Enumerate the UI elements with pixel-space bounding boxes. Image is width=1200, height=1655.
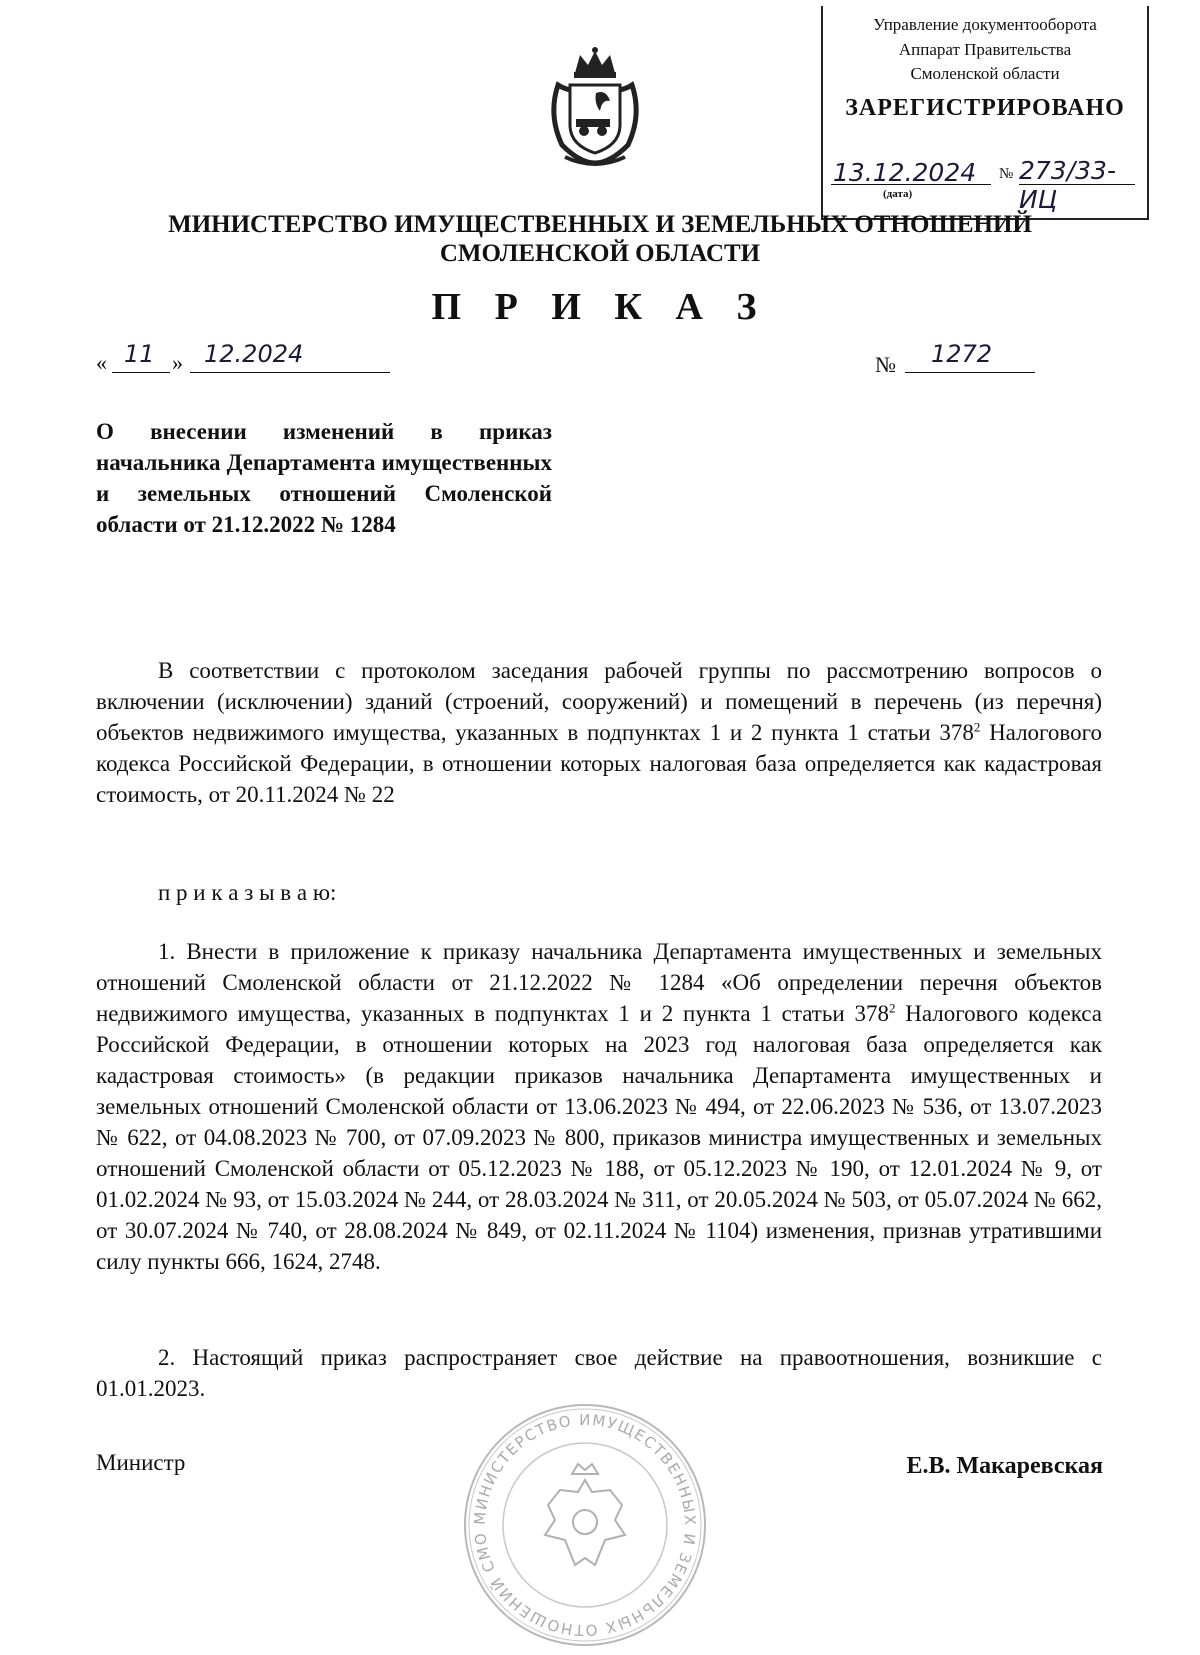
stamp-number-underline xyxy=(1019,184,1135,185)
date-month-year-field xyxy=(190,342,390,373)
preamble xyxy=(96,655,1102,810)
ministry-name xyxy=(0,210,1200,268)
preamble-part-2: Налогового кодекса Российской Федерации, в отношении которых налоговая база определяется как кадастровая стоимость, от 20.11.2024 № 22 xyxy=(96,720,1102,807)
stamp-date-caption: (дата) xyxy=(883,188,913,200)
stamp-number-prefix: № xyxy=(999,166,1014,182)
stamp-line-1: Управление документооборота xyxy=(873,15,1097,34)
order-subject: О внесении изменений в приказ начальника Департамента имущественных и земельных отношений Смоленской области от 21.12.2022 № 1284 xyxy=(96,419,552,537)
seal-text: МИНИСТЕРСТВО ИМУЩЕСТВЕННЫХ И ЗЕМЕЛЬНЫХ ОТНОШЕНИЙ СМО xyxy=(470,1410,700,1640)
order-word: п р и к а з ы в а ю: xyxy=(158,880,337,905)
date-open-quote: « xyxy=(96,350,107,375)
document-title: П Р И К А З xyxy=(431,286,769,328)
date-close-quote: » xyxy=(172,350,183,375)
order-number: 1272 xyxy=(931,340,993,368)
stamp-line-2: Аппарат Правительства xyxy=(898,40,1072,59)
date-month-year: 12.2024 xyxy=(204,340,304,368)
registration-stamp xyxy=(821,6,1149,220)
order-number-prefix: № xyxy=(875,352,896,377)
preamble-superscript: 2 xyxy=(973,719,981,735)
order-number-field xyxy=(905,342,1035,373)
preamble-part-1: В соответствии с протоколом заседания рабочей группы по рассмотрению вопросов о включении (исключении) зданий (строений, сооружений) и помещений в перечень (из перечня) объектов недвижимого имущества, указанных в подпунктах 1 и 2 пункта 1 статьи 378 xyxy=(96,658,1102,745)
coat-of-arms-icon xyxy=(540,45,650,170)
item-1-part-1: 1. Внести в приложение к приказу начальника Департамента имущественных и земельных отношений Смоленской области от 21.12.2022 № 1284 «Об определении перечня объектов недвижимого имущества, указанных в подпунктах 1 и 2 пункта 1 статьи 378 xyxy=(96,939,1102,1026)
stamp-status: ЗАРЕГИСТРИРОВАНО xyxy=(845,95,1125,121)
stamp-number: 273/33-ИЦ xyxy=(1019,156,1116,214)
item-1-superscript: 2 xyxy=(888,1000,896,1016)
item-1-part-2: Налогового кодекса Российской Федерации, в отношении которых на 2023 год налоговая база определяется как кадастровая стоимость» (в редакции приказов начальника Департамента имущественных и земельных отношений Смоленской области от 13.06.2023 № 494, от 22.06.2023 № 536, от 13.07.2023 № 622, от 04.08.2023 № 700, от 07.09.2023 № 800, приказов министра имущественных и земельных отношений Смоленской области от 05.12.2023 № 188, от 05.12.2023 № 190, от 12.01.2024 № 9, от 01.02.2024 № 93, от 15.03.2024 № 244, от 28.03.2024 № 311, от 20.05.2024 № 503, от 05.07.2024 № 662, от 30.07.2024 № 740, от 28.08.2024 № 849, от 02.11.2024 № 1104) изменения, признав утратившими силу пункты 666, 1624, 2748. xyxy=(96,1001,1102,1274)
ministry-line-2: СМОЛЕНСКОЙ ОБЛАСТИ xyxy=(439,240,761,267)
official-seal-icon xyxy=(460,1400,710,1650)
order-item-1 xyxy=(96,936,1102,1277)
order-item-2: 2. Настоящий приказ распространяет свое действие на правоотношения, возникшие с 01.01.2023. xyxy=(96,1345,1102,1401)
stamp-date: 13.12.2024 xyxy=(833,158,977,187)
date-day: 11 xyxy=(124,340,155,368)
signer-name: Е.В. Макаревская xyxy=(906,1453,1103,1479)
date-day-field xyxy=(112,342,170,373)
ministry-line-1: МИНИСТЕРСТВО ИМУЩЕСТВЕННЫХ И ЗЕМЕЛЬНЫХ ОТНОШЕНИЙ xyxy=(168,211,1032,238)
stamp-line-3: Смоленской области xyxy=(910,64,1060,83)
stamp-date-underline xyxy=(831,184,991,185)
signer-position: Министр xyxy=(96,1450,186,1475)
